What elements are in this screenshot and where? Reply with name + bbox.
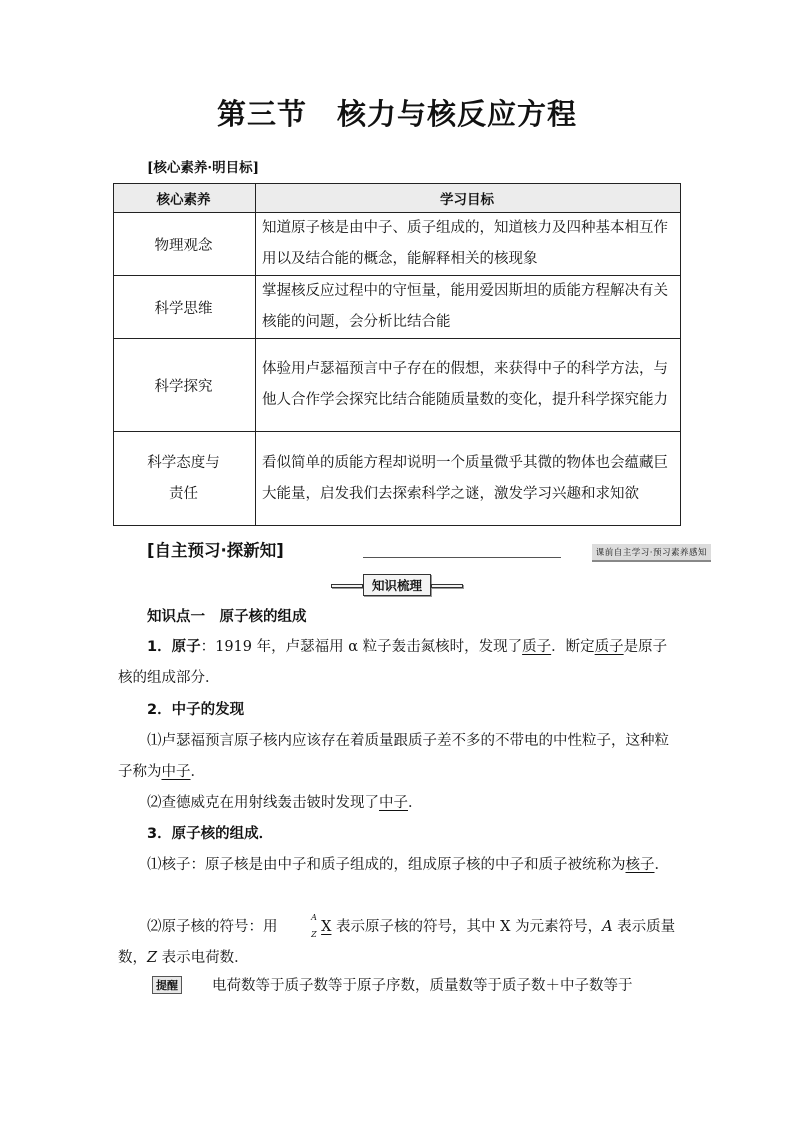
atom-text-a: ：1919 年，卢瑟福用 α 粒子轰击氮核时，发现了 <box>200 639 523 655</box>
atom-text-b: ．断定 <box>551 639 595 655</box>
paragraph-neutron-1 <box>118 726 678 788</box>
literacy-cell: 科学思维 <box>114 276 256 339</box>
tip-box <box>152 974 182 994</box>
header-goal: 学习目标 <box>256 184 681 213</box>
atom-text-c: 是原子核的组成部分． <box>118 639 668 686</box>
nuclide-mass-number: A <box>311 913 317 922</box>
kp1-title: 知识点一 原子核的组成 <box>147 609 307 625</box>
tip-icon: 提醒 <box>152 976 182 994</box>
symbol-text-a: ⑵原子核的符号：用 <box>147 919 283 935</box>
neutron-1-end: ． <box>190 764 205 780</box>
table-row <box>114 276 681 339</box>
symbol-para <box>118 912 678 974</box>
answer-proton-2: 质子 <box>594 639 624 655</box>
title-topic: 核力与核反应方程 <box>337 97 578 131</box>
goals-table <box>113 183 681 526</box>
neutron-2-text: ⑵查德威克在用射线轰击铍时发现了 <box>147 795 379 811</box>
nucleon-para <box>118 850 678 881</box>
knowledge-point-title <box>118 602 678 633</box>
title-section-number: 第三节 <box>216 97 307 131</box>
table-row <box>114 432 681 526</box>
goal-cell: 体验用卢瑟福预言中子存在的假想，来获得中子的科学方法，与他人合作学会探究比结合能随质量数的变化，提升科学探究能力 <box>256 339 681 432</box>
banner-title: [自主预习·探新知] <box>147 541 284 560</box>
banner-divider <box>363 557 561 558</box>
symbol-A: A <box>602 919 613 935</box>
symbol-Z: Z <box>147 950 158 966</box>
literacy-cell <box>114 432 256 526</box>
paragraph-symbol <box>118 912 678 974</box>
neutron-2-end: ． <box>408 795 423 811</box>
symbol-text-b: 表示原子核的符号，其中 X 为元素符号， <box>331 919 603 935</box>
core-literacy-tag: [核心素养·明目标] <box>147 160 259 176</box>
neutron-1-text: ⑴卢瑟福预言原子核内应该存在着质量跟质子差不多的不带电的中性粒子，这种粒子称为 <box>118 733 669 780</box>
nuclide-charge-number: Z <box>311 930 317 939</box>
paragraph-atom <box>118 632 678 694</box>
knowledge-subhead <box>0 574 794 596</box>
answer-neutron-2: 中子 <box>379 795 408 811</box>
banner-tag: 课前自主学习·预习素养感知 <box>592 544 711 562</box>
neutron-para-2 <box>118 788 678 819</box>
answer-proton-1: 质子 <box>522 639 552 655</box>
table-row <box>114 213 681 276</box>
paragraph-neutron-heading <box>118 695 678 726</box>
literacy-text: 科学态度与责任 <box>147 454 220 502</box>
nuclide-symbol <box>282 912 331 943</box>
nucleon-text: ⑴核子：原子核是由中子和质子组成的，组成原子核的中子和质子被统称为 <box>147 857 626 873</box>
subhead-right-rule <box>431 584 463 588</box>
preview-banner <box>113 535 711 561</box>
neutron-para-1 <box>118 726 678 788</box>
paragraph-composition-heading <box>118 819 678 850</box>
answer-nucleon: 核子 <box>625 857 655 873</box>
table-row <box>114 339 681 432</box>
answer-neutron-1: 中子 <box>161 764 191 780</box>
symbol-text-c: 表示质量数， <box>118 919 676 966</box>
symbol-text-d: 表示电荷数． <box>157 950 249 966</box>
table-header-row <box>114 184 681 213</box>
paragraph-neutron-2 <box>118 788 678 819</box>
atom-label: 1．原子 <box>147 639 201 655</box>
literacy-cell: 科学探究 <box>114 339 256 432</box>
literacy-cell: 物理观念 <box>114 213 256 276</box>
page-title <box>0 92 794 133</box>
nucleon-end: ． <box>654 857 669 873</box>
subhead-label: 知识梳理 <box>363 574 431 596</box>
goal-cell: 看似简单的质能方程却说明一个质量微乎其微的物体也会蕴藏巨大能量，启发我们去探索科学之谜，激发学习兴趣和求知欲 <box>256 432 681 526</box>
neutron-label: 2．中子的发现 <box>147 702 245 718</box>
subhead-left-rule <box>331 584 363 588</box>
nuclide-element: X <box>321 919 332 935</box>
composition-label: 3．原子核的组成． <box>147 826 274 842</box>
paragraph-nucleon <box>118 850 678 881</box>
goal-cell: 知道原子核是由中子、质子组成的，知道核力及四种基本相互作用以及结合能的概念，能解释相关的核现象 <box>256 213 681 276</box>
header-literacy: 核心素养 <box>114 184 256 213</box>
tip-text: 电荷数等于质子数等于原子序数，质量数等于质子数＋中子数等于 <box>212 978 633 994</box>
atom-paragraph <box>118 632 678 694</box>
goal-cell: 掌握核反应过程中的守恒量，能用爱因斯坦的质能方程解决有关核能的问题，会分析比结合能 <box>256 276 681 339</box>
